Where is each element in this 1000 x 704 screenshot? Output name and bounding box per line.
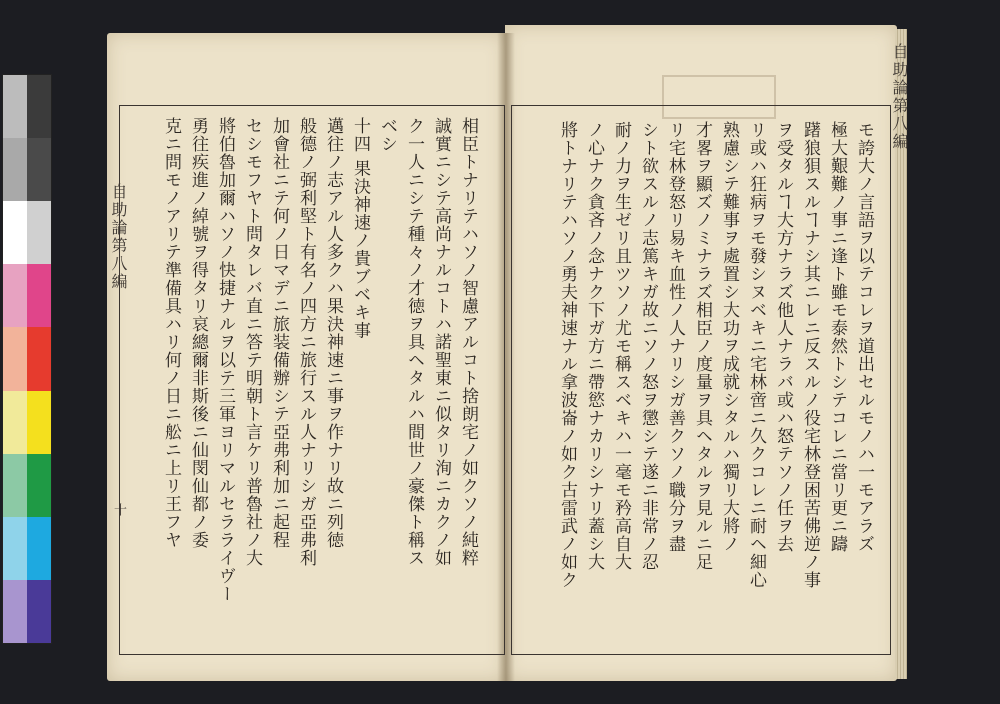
calibration-patch bbox=[3, 327, 27, 390]
right-text-columns bbox=[517, 121, 877, 649]
calibration-patch bbox=[27, 517, 51, 580]
text-column: 加會社ニテ何ノ日マデニ旅装備辦シテ亞弗利加ニ起程 bbox=[269, 117, 289, 549]
text-column: ヲ受タルヿ大方ナラズ他人ナラバ或ハ怒テソノ任ヲ去 bbox=[773, 121, 793, 553]
calibration-patch bbox=[27, 454, 51, 517]
text-column: ク一人ニシテ種々ノ才徳ヲ具ヘタルハ間世ノ豪傑ト稱ス bbox=[404, 117, 424, 567]
text-column: リ或ハ狂病ヲモ發シヌベキニ宅林啻ニ久クコレニ耐ヘ細心 bbox=[746, 121, 766, 589]
calibration-patch bbox=[3, 454, 27, 517]
calibration-patch bbox=[27, 138, 51, 201]
left-text-columns bbox=[141, 117, 481, 645]
calibration-patch bbox=[3, 138, 27, 201]
calibration-patch bbox=[3, 75, 27, 138]
open-book bbox=[107, 25, 907, 685]
calibration-patch bbox=[27, 201, 51, 264]
text-column: 十四 果決神速ノ貴ブベキ事 bbox=[350, 117, 370, 340]
left-page-folio: 十 bbox=[111, 503, 126, 516]
text-column: モ誇大ノ言語ヲ以テコレヲ道出セルモノハ一モアラズ bbox=[854, 121, 874, 553]
text-column: 極大艱難ノ事ニ逢ト雖モ泰然トシテコレニ當リ更ニ躊 bbox=[827, 121, 847, 553]
text-column: 般德ノ弼利堅ト有名ノ四方ニ旅行スル人ナリシガ亞弗利 bbox=[296, 117, 316, 567]
text-column: ベシ bbox=[377, 117, 397, 153]
text-column: 相臣トナリテハソノ智慮アルコト捨朗宅ノ如クソノ純粹 bbox=[458, 117, 478, 567]
text-column: 邁往ノ志アル人多クハ果決神速ニ事ヲ作ナリ故ニ列徳 bbox=[323, 117, 343, 549]
text-column: 躇狼狽スルヿナシ其ニレニ反スルノ役宅林登困苦佛逆ノ事 bbox=[800, 121, 820, 589]
text-column: 誠實ニシテ高尚ナルコトハ諾聖東ニ似タリ洵ニカクノ如 bbox=[431, 117, 451, 567]
right-page-title: 自助論第八編 bbox=[890, 43, 909, 151]
calibration-patch bbox=[3, 201, 27, 264]
text-column: シト欲スルノ志篤キガ故ニソノ怒ヲ懲シテ遂ニ非常ノ忍 bbox=[638, 121, 658, 571]
calibration-patch bbox=[27, 391, 51, 454]
text-column: 耐ノ力ヲ生ゼリ且ツソノ尤モ稱スベキハ一毫モ矜高自大 bbox=[611, 121, 631, 571]
text-column: リ宅林登怒リ易キ血性ノ人ナリシガ善クソノ職分ヲ盡 bbox=[665, 121, 685, 553]
color-calibration-strip bbox=[2, 74, 52, 644]
text-column: 勇往疾進ノ綽號ヲ得タリ哀總爾非斯後ニ仙閔仙都ノ委 bbox=[188, 117, 208, 549]
calibration-patch bbox=[27, 580, 51, 643]
left-page-title: 自助論第八編 bbox=[109, 183, 128, 291]
text-column: ノ心ナク貪吝ノ念ナク下ガ方ニ帶慾ナカリシナリ蓋シ大 bbox=[584, 121, 604, 571]
text-column: 將トナリテハソノ勇夫神速ナル拿波崙ノ如ク古雷武ノ如ク bbox=[557, 121, 577, 589]
text-column: 將伯魯加爾ハソノ快捷ナルヲ以テ三軍ヨリマルセラライヴー bbox=[215, 117, 235, 603]
text-column: 克ニ問モノアリテ準備具ハリ何ノ日ニ舩ニ上リ王フヤ bbox=[161, 117, 181, 549]
calibration-patch bbox=[27, 75, 51, 138]
text-column: 熟慮シテ難事ヲ處置シ大功ヲ成就シタルハ獨リ大將ノ bbox=[719, 121, 739, 553]
text-column: セシモフヤト問タレバ直ニ答テ明朝ト言ケリ普魯社ノ大 bbox=[242, 117, 262, 567]
calibration-patch bbox=[3, 517, 27, 580]
calibration-patch bbox=[3, 391, 27, 454]
calibration-patch bbox=[3, 264, 27, 327]
calibration-patch bbox=[27, 264, 51, 327]
text-column: 才畧ヲ顯ズノミナラズ相臣ノ度量ヲ具ヘタルヲ見ルニ足 bbox=[692, 121, 712, 571]
calibration-patch bbox=[27, 327, 51, 390]
calibration-patch bbox=[3, 580, 27, 643]
